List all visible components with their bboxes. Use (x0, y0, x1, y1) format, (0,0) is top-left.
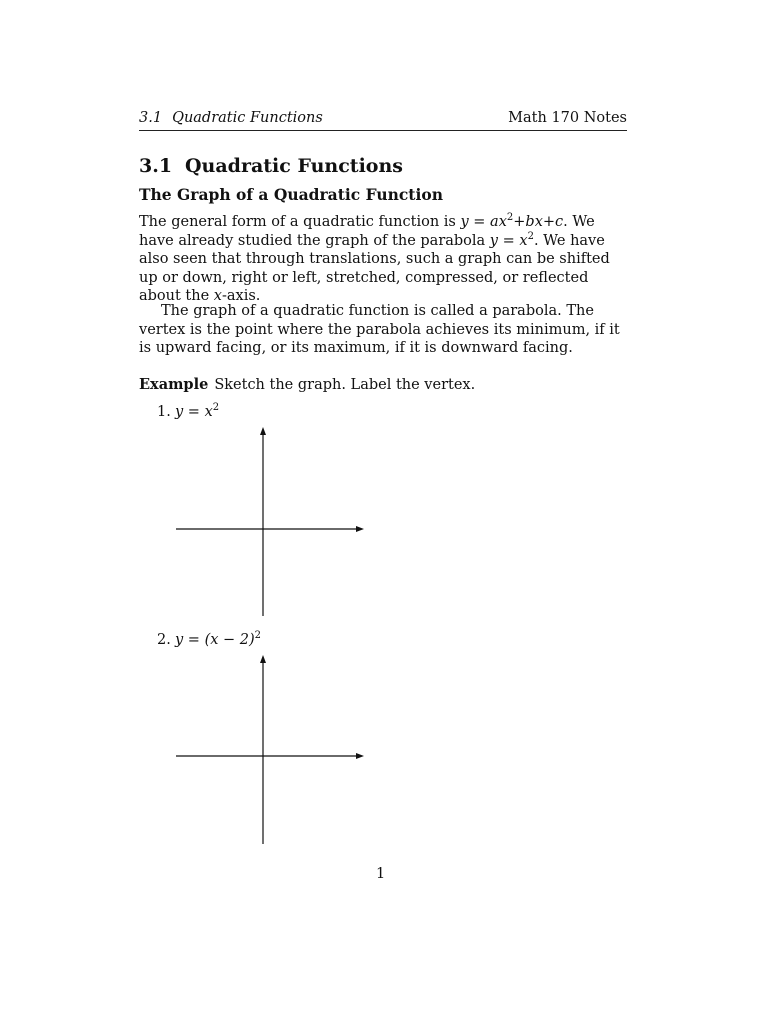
header-section-title: Quadratic Functions (172, 110, 323, 126)
math-var: y (460, 214, 469, 230)
header-course: Math 170 Notes (508, 110, 627, 126)
x-axis-arrow-icon (356, 526, 364, 532)
math-op: = (183, 632, 205, 648)
math-expression: x (204, 404, 213, 420)
x-axis-arrow-icon (356, 753, 364, 759)
math-var: y (175, 404, 184, 420)
exercise-item-1 (157, 404, 219, 420)
header-section (139, 110, 323, 126)
example-label: Example (139, 376, 209, 393)
math-exponent: 2 (527, 230, 534, 242)
blank-axes-2 (170, 652, 370, 848)
section-number: 3.1 (139, 155, 173, 177)
subsection-heading: The Graph of a Quadratic Function (139, 185, 443, 204)
example-block (139, 376, 475, 393)
math-var: y (489, 232, 498, 249)
math-op: = (183, 404, 205, 420)
text-run: -axis. (221, 288, 261, 304)
math-exponent: 2 (254, 630, 262, 642)
math-exponent: 2 (506, 212, 514, 224)
y-axis-arrow-icon (260, 655, 266, 663)
exercise-item-2 (157, 632, 261, 648)
section-heading (139, 155, 403, 177)
math-op: = (468, 214, 491, 230)
example-instruction: Sketch the graph. Label the vertex. (214, 377, 476, 393)
running-header (139, 108, 627, 131)
paragraph-general-form (139, 213, 627, 306)
math-exponent: 2 (212, 402, 220, 414)
item-number: 2. (157, 632, 171, 648)
paragraph-parabola-definition: The graph of a quadratic function is called a parabola. The vertex is the point where the parabola achieves its minimum, if it is upward facing, or its maximum, if it is downward facing. (139, 303, 620, 356)
item-number: 1. (157, 404, 171, 420)
math-op: + (513, 214, 526, 230)
y-axis-arrow-icon (260, 427, 266, 435)
text-run: . We have also seen that through translations, such a graph can be shifted up or down, right or left, stretched, compressed, or reflected about the (139, 232, 610, 304)
math-expression: (x − 2) (204, 632, 255, 648)
page-number: 1 (376, 866, 386, 882)
math-var: c (555, 214, 564, 230)
blank-axes-1 (170, 424, 370, 620)
math-var: ax (490, 214, 507, 230)
text-run: . We have already studied the graph of the parabola (139, 214, 595, 249)
text-run: The general form of a quadratic function is (139, 214, 461, 230)
math-var: bx (525, 214, 543, 230)
section-title: Quadratic Functions (185, 155, 403, 177)
math-var: x (519, 232, 528, 249)
math-op: = (498, 232, 520, 249)
header-section-number: 3.1 (139, 110, 163, 126)
math-op: + (542, 214, 556, 230)
math-var: y (175, 632, 184, 648)
math-var: x (213, 288, 222, 304)
